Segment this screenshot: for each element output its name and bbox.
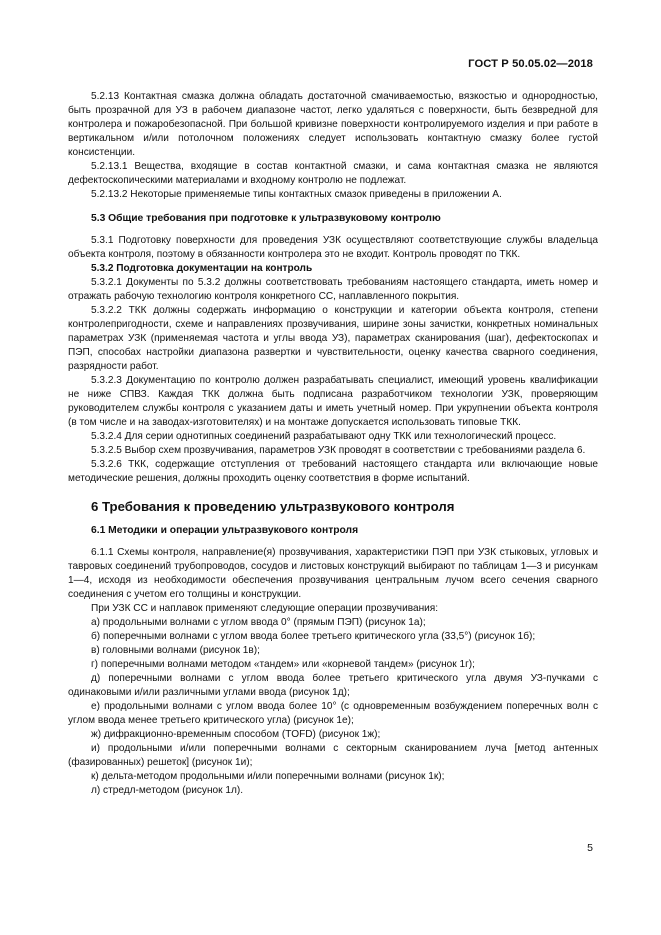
heading-section-6: 6 Требования к проведению ультразвукового контроля <box>91 499 455 514</box>
list-item: е) продольными волнами с углом ввода более 10° (с одновременным возбуждением поперечных волн с углом ввода менее третьего критического угла) (рисунок 1е); <box>68 701 598 726</box>
paragraph-5-3-2-4: 5.3.2.4 Для серии однотипных соединений разрабатывают одну ТКК или технологический процесс. <box>91 431 557 442</box>
paragraph-operations-intro: При УЗК СС и наплавок применяют следующие операции прозвучивания: <box>91 603 439 614</box>
list-item: а) продольными волнами с углом ввода 0° (прямым ПЭП) (рисунок 1а); <box>91 617 426 628</box>
page-content <box>68 90 598 798</box>
list-item: к) дельта-методом продольными и/или поперечными волнами (рисунок 1к); <box>91 771 445 782</box>
heading-5-3: 5.3 Общие требования при подготовке к ультразвуковому контролю <box>91 213 441 224</box>
list-item: г) поперечными волнами методом «тандем» или «корневой тандем» (рисунок 1г); <box>91 659 475 670</box>
heading-5-3-2: 5.3.2 Подготовка документации на контроль <box>91 263 313 274</box>
list-item: ж) дифракционно-временным способом (TOFD) (рисунок 1ж); <box>91 729 381 740</box>
paragraph-5-3-2-2: 5.3.2.2 ТКК должны содержать информацию о конструкции и категории объекта контроля, степени контролепригодности, схеме и направлениях прозвучивания, ширине зоны зачистки, конкретных номинальных параметрах УЗК (применяемая частота и углы ввода УЗ), параметрах сканирования (шаг), дефектоскопах и ПЭП, способах настройки диапазона развертки и чувствительности, оценку качества сварного соединения, разрядности работ. <box>68 305 598 372</box>
list-item: л) стредл-методом (рисунок 1л). <box>91 785 244 796</box>
paragraph-5-3-2-5: 5.3.2.5 Выбор схем прозвучивания, параметров УЗК проводят в соответствии с требованиями раздела 6. <box>91 445 586 456</box>
list-item: б) поперечными волнами с углом ввода более третьего критического угла (33,5°) (рисунок 1б); <box>91 631 536 642</box>
paragraph-5-3-2-6: 5.3.2.6 ТКК, содержащие отступления от требований настоящего стандарта или включающие новые методические решения, должны проходить оценку соответствия в форме испытаний. <box>68 459 598 484</box>
paragraph-5-3-2-1: 5.3.2.1 Документы по 5.3.2 должны соответствовать требованиям настоящего стандарта, иметь номер и отражать рабочую технологию контроля конкретного СС, наплавленного покрытия. <box>68 277 598 302</box>
paragraph-5-3-1: 5.3.1 Подготовку поверхности для проведения УЗК осуществляют соответствующие службы владельца объекта контроля, поэтому в обязанности контролера это не входит. Контроль проводят по ТКК. <box>68 235 598 260</box>
page-number: 5 <box>587 842 593 854</box>
standard-header: ГОСТ Р 50.05.02—2018 <box>468 58 593 70</box>
list-item: в) головными волнами (рисунок 1в); <box>91 645 260 656</box>
list-item: и) продольными и/или поперечными волнами с секторным сканированием луча [метод антенных (фазированных) решеток] (рисунок 1и); <box>68 743 598 768</box>
list-item: д) поперечными волнами с углом ввода более третьего критического угла двумя УЗ-пучками с одинаковыми и/или различными углами ввода (рисунок 1д); <box>68 673 598 698</box>
heading-6-1: 6.1 Методики и операции ультразвукового контроля <box>91 525 359 536</box>
paragraph-6-1-1: 6.1.1 Схемы контроля, направление(я) прозвучивания, характеристики ПЭП при УЗК стыковых, угловых и тавровых соединений трубопроводов, сосудов и листовых конструкций выбирают по таблицам 1—3 и рисункам 1—4, исходя из необходимости обеспечения прозвучивания центральным лучом всего сечения сварного соединения с учетом его толщины и конструкции. <box>68 547 598 600</box>
paragraph-5-2-13: 5.2.13 Контактная смазка должна обладать достаточной смачиваемостью, вязкостью и однородностью, быть прозрачной для УЗ в рабочем диапазоне частот, легко удаляться с поверхности, быть безвредной для контролера и пожаробезопасной. При большой кривизне поверхности контролируемого изделия и при работе в вертикальном и/или потолочном положениях следует использовать контактную смазку более густой консистенции. <box>68 91 598 158</box>
paragraph-5-2-13-2: 5.2.13.2 Некоторые применяемые типы контактных смазок приведены в приложении А. <box>91 189 502 200</box>
paragraph-5-3-2-3: 5.3.2.3 Документацию по контролю должен разрабатывать специалист, имеющий уровень квалификации не ниже СПВЗ. Каждая ТКК должна быть подписана разработчиком технологии УЗК, проверяющим руководителем службы контроля с указанием даты и иметь учетный номер. При укрупнении объекта контроля (в том числе и на заводах-изготовителях) и на монтаже допускается использовать типовые ТКК. <box>68 375 598 428</box>
paragraph-5-2-13-1: 5.2.13.1 Вещества, входящие в состав контактной смазки, и сама контактная смазка не являются дефектоскопическими материалами и входному контролю не подлежат. <box>68 161 598 186</box>
